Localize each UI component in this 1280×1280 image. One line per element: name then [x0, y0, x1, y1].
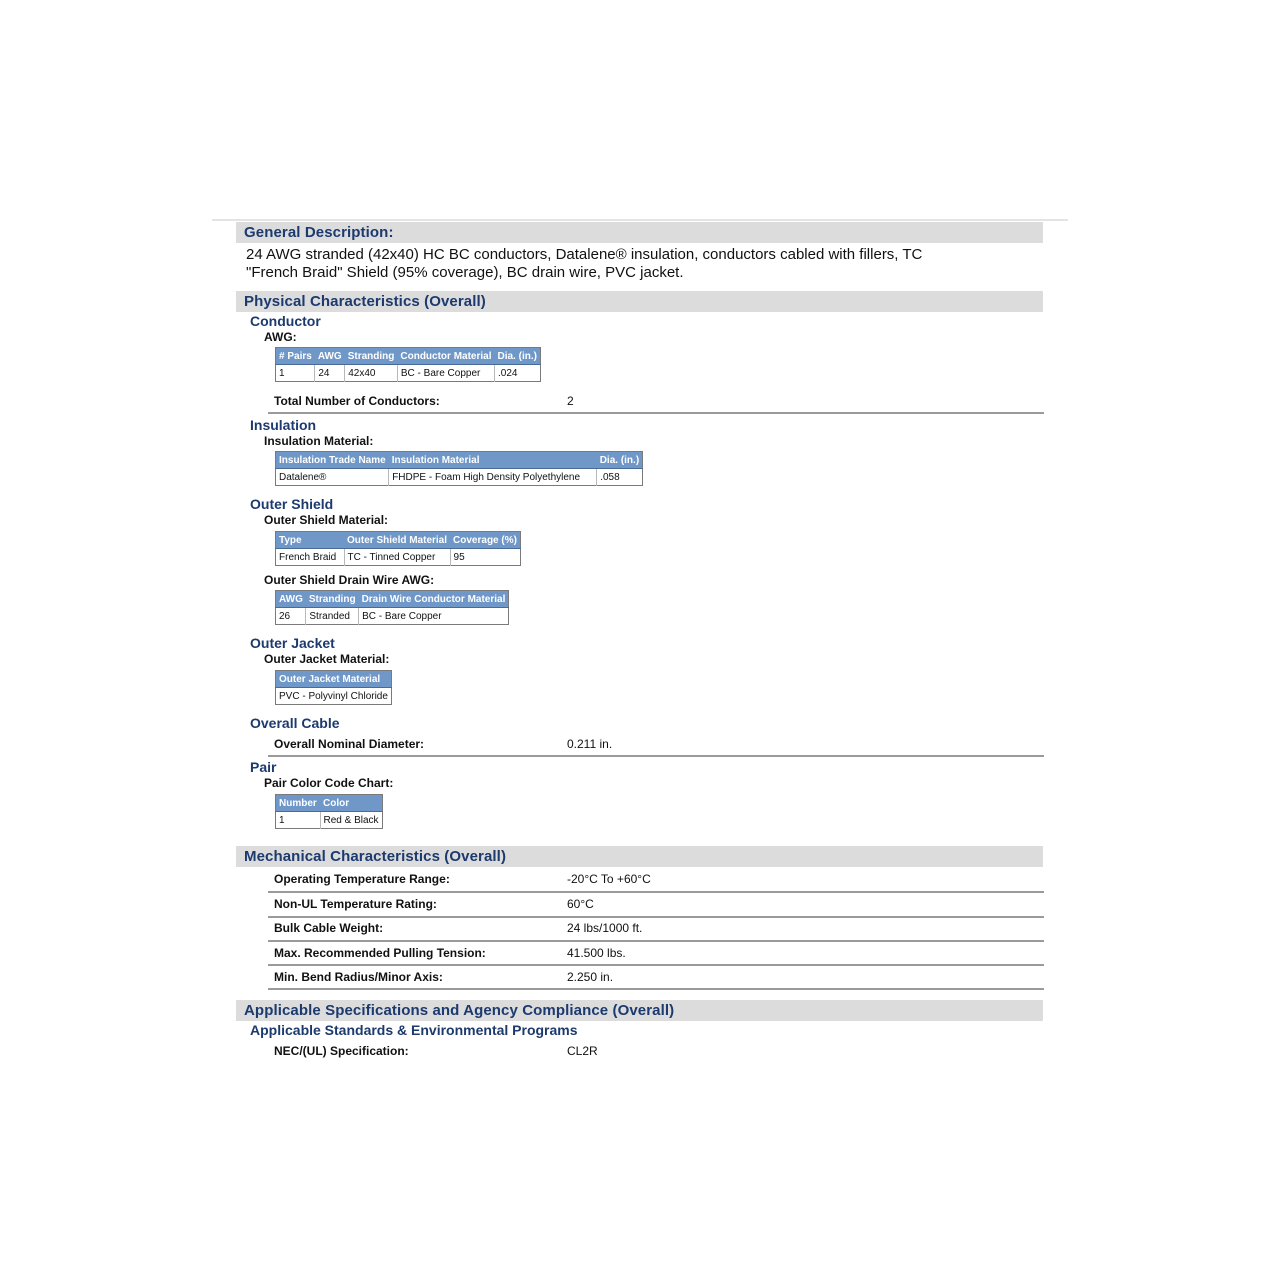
outer-shield-material-label: Outer Shield Material: — [264, 513, 389, 527]
table-cell: PVC - Polyvinyl Chloride — [279, 690, 388, 702]
table-cell: 1 — [276, 812, 321, 829]
row-divider — [268, 916, 1044, 918]
bend-radius-label: Min. Bend Radius/Minor Axis: — [274, 970, 443, 984]
table-cell: TC - Tinned Copper — [344, 549, 450, 566]
row-divider — [268, 755, 1044, 757]
table-cell: 26 — [276, 608, 306, 625]
awg-label: AWG: — [264, 330, 297, 344]
table-cell: 1 — [276, 365, 315, 382]
table-header-cell: Stranding — [345, 348, 398, 365]
table-cell: .058 — [600, 471, 620, 483]
outer-jacket-subheader: Outer Jacket — [250, 635, 335, 651]
table-row — [276, 608, 509, 625]
table-row — [276, 549, 521, 566]
conductor-table-header-row — [276, 348, 541, 365]
insulation-table-header-row — [276, 452, 643, 469]
pair-color-table — [275, 794, 383, 829]
table-header-cell: Insulation Trade Name — [276, 452, 389, 469]
drain-wire-table-header-row — [276, 591, 509, 608]
outer-shield-table-header-row — [276, 532, 521, 549]
pair-color-table-header-row — [276, 795, 383, 812]
table-header-cell: Conductor Material — [397, 348, 494, 365]
table-cell: FHDPE - Foam High Density Polyethylene — [389, 469, 597, 486]
pair-color-chart-label: Pair Color Code Chart: — [264, 776, 394, 790]
operating-temp-label: Operating Temperature Range: — [274, 872, 450, 886]
bulk-weight-label: Bulk Cable Weight: — [274, 921, 384, 935]
table-header-cell: Outer Shield Material — [344, 532, 450, 549]
mechanical-characteristics-header: Mechanical Characteristics (Overall) — [236, 846, 1043, 867]
top-divider — [212, 219, 1068, 221]
nec-spec-label: NEC/(UL) Specification: — [274, 1044, 409, 1058]
general-description-line-1: 24 AWG stranded (42x40) HC BC conductors, Datalene® insulation, conductors cabled with fillers, TC — [246, 246, 923, 263]
table-header-cell: Stranding — [306, 591, 359, 608]
outer-shield-subheader: Outer Shield — [250, 496, 334, 512]
overall-cable-subheader: Overall Cable — [250, 715, 340, 731]
general-description-header: General Description: — [236, 222, 1043, 243]
table-cell: 24 — [315, 365, 345, 382]
table-cell: BC - Bare Copper — [397, 365, 494, 382]
overall-diameter-value: 0.211 in. — [567, 737, 613, 751]
general-description-line-2: "French Braid" Shield (95% coverage), BC drain wire, PVC jacket. — [246, 264, 684, 281]
table-cell: Red & Black — [323, 814, 379, 826]
table-header-cell: Insulation Material — [389, 452, 597, 469]
insulation-table — [275, 451, 643, 486]
table-header-cell: Outer Jacket Material — [276, 671, 392, 688]
insulation-material-label: Insulation Material: — [264, 434, 374, 448]
pulling-tension-value: 41.500 lbs. — [567, 946, 626, 960]
outer-jacket-table — [275, 670, 392, 705]
nec-spec-value: CL2R — [567, 1044, 598, 1058]
table-cell: 42x40 — [345, 365, 398, 382]
table-row — [276, 469, 643, 486]
operating-temp-value: -20°C To +60°C — [567, 872, 651, 886]
total-conductors-label: Total Number of Conductors: — [274, 394, 440, 408]
table-cell: .024 — [498, 367, 518, 379]
insulation-subheader: Insulation — [250, 417, 317, 433]
table-cell: French Braid — [276, 549, 345, 566]
conductor-subheader: Conductor — [250, 313, 321, 329]
total-conductors-value: 2 — [567, 394, 574, 408]
bulk-weight-value: 24 lbs/1000 ft. — [567, 921, 643, 935]
table-header-cell: AWG — [315, 348, 345, 365]
table-header-cell: Dia. (in.) — [495, 348, 541, 365]
table-header-cell: Type — [276, 532, 345, 549]
row-divider — [268, 988, 1044, 990]
outer-jacket-table-header-row — [276, 671, 392, 688]
table-header-cell: AWG — [276, 591, 306, 608]
table-row — [276, 688, 392, 705]
pair-subheader: Pair — [250, 759, 277, 775]
table-cell: Datalene® — [276, 469, 389, 486]
table-header-cell: Dia. (in.) — [597, 452, 643, 469]
drain-wire-label: Outer Shield Drain Wire AWG: — [264, 573, 435, 587]
pulling-tension-label: Max. Recommended Pulling Tension: — [274, 946, 486, 960]
specifications-header: Applicable Specifications and Agency Compliance (Overall) — [236, 1000, 1043, 1021]
row-divider — [268, 412, 1044, 414]
table-cell: 95 — [453, 551, 465, 563]
row-divider — [268, 964, 1044, 966]
table-header-cell: Coverage (%) — [450, 532, 520, 549]
standards-subheader: Applicable Standards & Environmental Programs — [250, 1022, 578, 1038]
overall-diameter-label: Overall Nominal Diameter: — [274, 737, 425, 751]
table-header-cell: Drain Wire Conductor Material — [359, 591, 509, 608]
row-divider — [268, 891, 1044, 893]
table-cell: Stranded — [306, 608, 359, 625]
table-header-cell: Number — [276, 795, 321, 812]
conductor-table — [275, 347, 541, 382]
table-header-cell: # Pairs — [276, 348, 315, 365]
table-cell: BC - Bare Copper — [362, 610, 442, 622]
row-divider — [268, 940, 1044, 942]
drain-wire-table — [275, 590, 509, 625]
table-row — [276, 812, 383, 829]
table-row — [276, 365, 541, 382]
non-ul-temp-value: 60°C — [567, 897, 594, 911]
outer-jacket-material-label: Outer Jacket Material: — [264, 652, 390, 666]
physical-characteristics-header: Physical Characteristics (Overall) — [236, 291, 1043, 312]
non-ul-temp-label: Non-UL Temperature Rating: — [274, 897, 437, 911]
bend-radius-value: 2.250 in. — [567, 970, 614, 984]
table-header-cell: Color — [320, 795, 382, 812]
outer-shield-table — [275, 531, 521, 566]
